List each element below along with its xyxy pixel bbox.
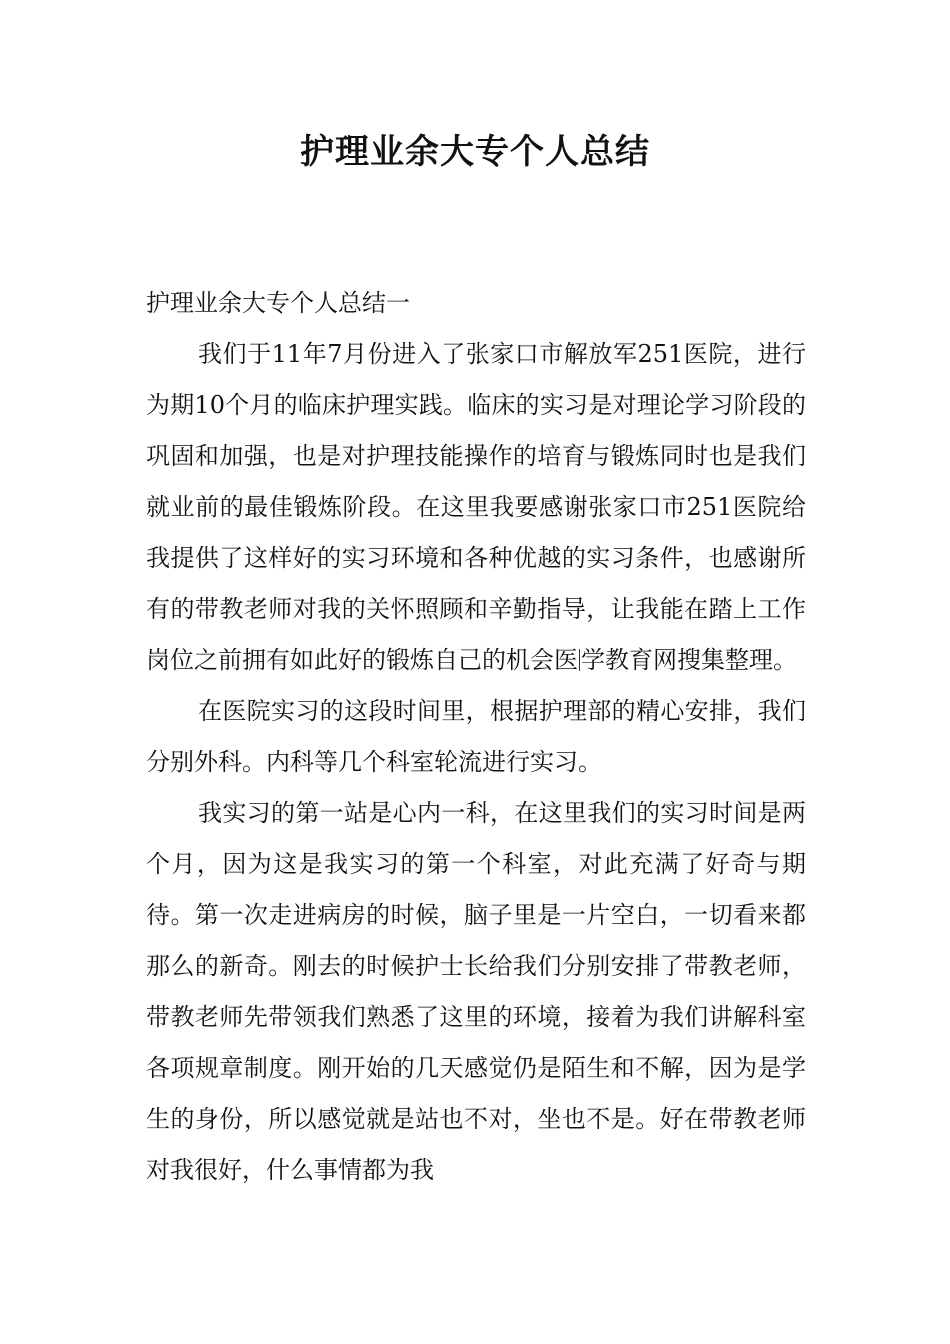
document-title: 护理业余大专个人总结 (300, 132, 650, 172)
paragraph-1-text-a: 我们于11年7月份进入了张家口市解放军251医院，进行为期10个月的临床护理实践。临床的实习是对理论学习阶段的巩固和加强，也是对护理技能操作的培育与锻炼同时也是我们就业前的最佳锻炼阶段。在这里我要感谢张家口市251医院给我提供了这样好的实习环境和各种优越的实习条件，也感谢所有的带教老师对我的关怀照顾和辛勤指导，让我能在踏上工作岗位之前拥有如此好的锻炼自己的机会医 (146, 340, 806, 674)
paragraph-1 (146, 329, 806, 686)
section-heading: 护理业余大专个人总结一 (146, 289, 410, 317)
paragraph-3: 我实习的第一站是心内一科，在这里我们的实习时间是两个月，因为这是我实习的第一个科室，对此充满了好奇与期待。第一次走进病房的时候，脑子里是一片空白，一切看来都那么的新奇。刚去的时候护士长给我们分别安排了带教老师，带教老师先带领我们熟悉了这里的环境，接着为我们讲解科室各项规章制度。刚开始的几天感觉仍是陌生和不解，因为是学生的身份，所以感觉就是站也不对，坐也不是。好在带教老师对我很好，什么事情都为我 (146, 799, 806, 1184)
document-body (146, 278, 806, 1196)
text-cursor-mark (579, 649, 580, 671)
paragraph-2: 在医院实习的这段时间里，根据护理部的精心安排，我们分别外科。内科等几个科室轮流进行实习。 (146, 697, 806, 776)
paragraph-1-text-b: 学教育网搜集整理。 (581, 646, 797, 674)
